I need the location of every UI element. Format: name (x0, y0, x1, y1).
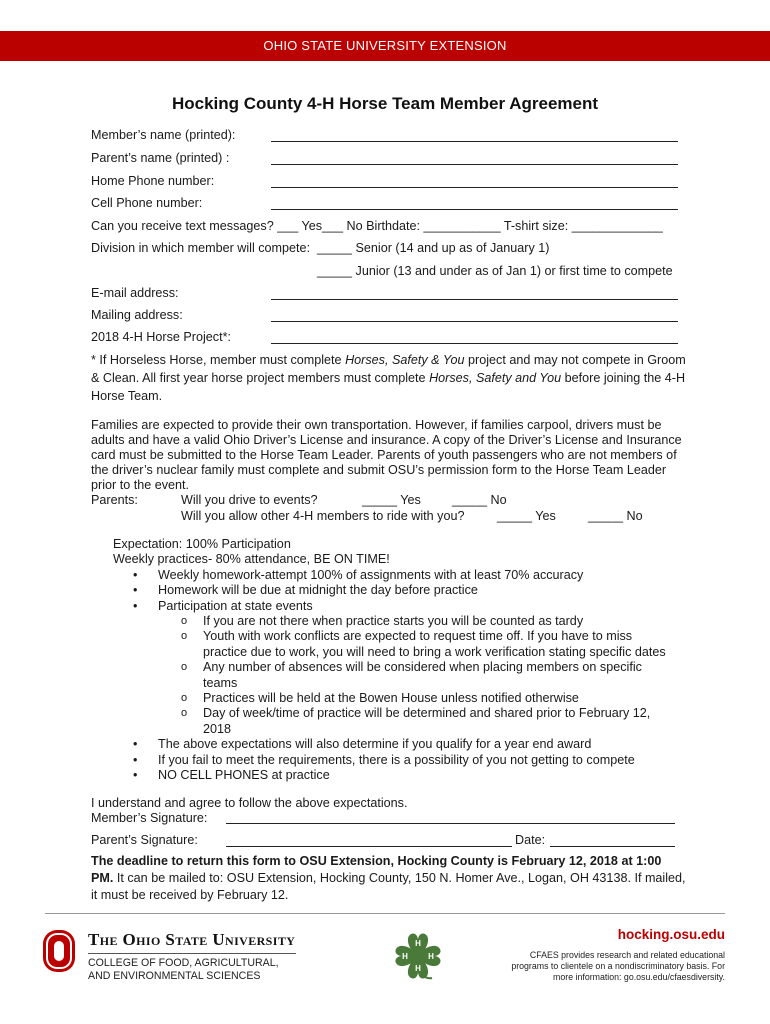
clover-h-right: H (428, 952, 434, 961)
clover-h-bottom: H (415, 964, 421, 973)
member-name-field[interactable] (271, 141, 678, 142)
junior-option[interactable]: _____ Junior (13 and under as of Jan 1) or first time to compete (317, 264, 673, 278)
list-item: • Participation at state events o If you are not there when practice starts you will be counted as tardy o Youth with work conflicts are expected to request time off. If you have to miss practice due to work, you will need to bring a work verification stating specific dates o Any number of absences will be considered when placing members on specific teams o Practices will be held at the Bowen House unless notified otherwise o Day of week/time of practice will be determined and shared prior to February 12, 2018 (158, 599, 673, 738)
sub-list-item: o Any number of absences will be considered when placing members on specific teams (203, 660, 673, 691)
sub-list-item: o Youth with work conflicts are expected to request time off. If you have to miss practice due to work, you will need to bring a work verification stating specific dates (203, 629, 673, 660)
clover-h-top: H (415, 939, 421, 948)
website-link[interactable]: hocking.osu.edu (617, 927, 725, 942)
sub-list-item: o Day of week/time of practice will be determined and shared prior to February 12, 2018 (203, 706, 673, 737)
list-item: • The above expectations will also determine if you qualify for a year end award (158, 737, 673, 752)
drive-no[interactable]: _____ No (452, 493, 507, 507)
deadline-paragraph: The deadline to return this form to OSU Extension, Hocking County is February 12, 2018 at 1:00 PM. It can be mailed to: OSU Extension, Hocking County, 150 N. Homer Ave., Logan, OH 43138. If mailed, it must be received by February 12. (91, 854, 686, 902)
extension-banner: OHIO STATE UNIVERSITY EXTENSION (0, 31, 770, 61)
transportation-paragraph: Families are expected to provide their own transportation. However, if families carpool, drivers must be adults and have a valid Ohio Driver’s License and insurance. A copy of the Driver’s License and Insurance card must be submitted to the Horse Team Leader. Parents of youth passengers who are not members of the driver’s nuclear family must complete and submit OSU’s permission form to the Horse Team Leader prior to the event. (91, 418, 682, 492)
home-phone-label: Home Phone number: (91, 174, 215, 188)
senior-option[interactable]: _____ Senior (14 and up as of January 1) (317, 241, 550, 255)
email-field[interactable] (271, 299, 678, 300)
drive-yes[interactable]: _____ Yes (362, 493, 421, 507)
date-label: Date: (515, 833, 546, 847)
text-birthdate-shirt-row[interactable]: Can you receive text messages? ___ Yes___ No Birthdate: ___________ T-shirt size: _____________ (91, 219, 663, 233)
four-h-clover-icon (390, 932, 446, 984)
date-field[interactable] (550, 846, 675, 847)
agreement-statement: I understand and agree to follow the above expectations. (91, 796, 408, 810)
parent-signature-field[interactable] (226, 846, 512, 847)
college-name: COLLEGE OF FOOD, AGRICULTURAL, AND ENVIRONMENTAL SCIENCES (88, 957, 279, 982)
cell-phone-field[interactable] (271, 209, 678, 210)
footer-divider (45, 913, 725, 914)
sub-list-item: o If you are not there when practice starts you will be counted as tardy (203, 614, 673, 629)
ride-question: Will you allow other 4-H members to ride with you? (181, 509, 465, 523)
osu-rule (88, 953, 296, 954)
ride-yes[interactable]: _____ Yes (497, 509, 556, 523)
horseless-note: * If Horseless Horse, member must complete Horses, Safety & You project and may not compete in Groom & Clean. All first year horse project members must complete Horses, Safety and You before joining the 4-H Horse Team. (91, 353, 686, 403)
member-name-label: Member’s name (printed): (91, 128, 236, 142)
email-label: E-mail address: (91, 286, 179, 300)
ride-no[interactable]: _____ No (588, 509, 643, 523)
osu-wordmark: The Ohio State University (88, 930, 296, 949)
parents-label: Parents: (91, 493, 138, 507)
osu-block-o-icon (42, 929, 76, 973)
nondiscrimination-statement: CFAES provides research and related educational programs to clientele on a nondiscriminatory basis. For more information: go.osu.edu/cfaesdiversity. (511, 950, 725, 982)
member-signature-label: Member’s Signature: (91, 811, 208, 825)
list-item: • NO CELL PHONES at practice (158, 768, 673, 783)
mailing-field[interactable] (271, 321, 678, 322)
division-label: Division in which member will compete: (91, 241, 311, 255)
expectation-line: Expectation: 100% Participation (113, 537, 291, 551)
page-title: Hocking County 4-H Horse Team Member Agreement (171, 94, 599, 113)
parent-name-label: Parent’s name (printed) : (91, 151, 230, 165)
cell-phone-label: Cell Phone number: (91, 196, 203, 210)
home-phone-field[interactable] (271, 187, 678, 188)
expectation-line: Weekly practices- 80% attendance, BE ON TIME! (113, 552, 390, 567)
list-item: • Weekly homework-attempt 100% of assignments with at least 70% accuracy (158, 568, 673, 583)
list-item: • Homework will be due at midnight the day before practice (158, 583, 673, 598)
project-field[interactable] (271, 343, 678, 344)
mailing-label: Mailing address: (91, 308, 183, 322)
parent-name-field[interactable] (271, 164, 678, 165)
list-item: • If you fail to meet the requirements, there is a possibility of you not getting to compete (158, 753, 673, 768)
sub-list-item: o Practices will be held at the Bowen House unless notified otherwise (203, 691, 673, 706)
member-signature-field[interactable] (226, 823, 675, 824)
project-label: 2018 4-H Horse Project*: (91, 330, 231, 344)
parent-signature-label: Parent’s Signature: (91, 833, 198, 847)
drive-question: Will you drive to events? (181, 493, 318, 507)
expectations-list (113, 537, 673, 784)
clover-h-left: H (402, 952, 408, 961)
